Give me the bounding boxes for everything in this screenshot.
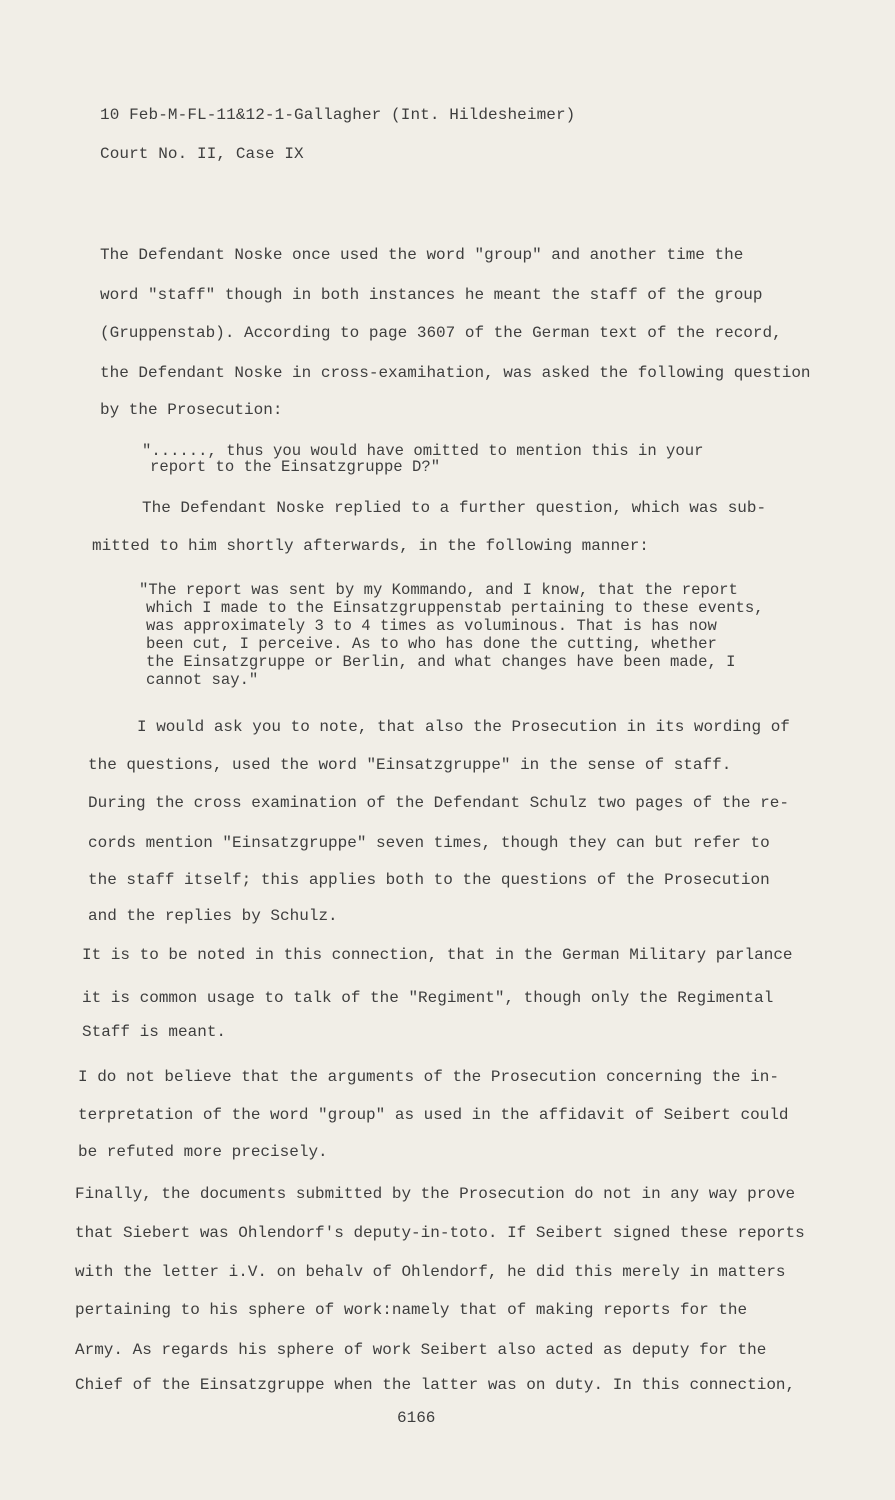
header-reference: 10 Feb-M-FL-11&12-1-Gallagher (Int. Hildesheimer) <box>100 106 576 124</box>
text-line: The Defendant Noske replied to a further question, which was sub- <box>142 499 767 517</box>
text-line: it is common usage to talk of the "Regiment", though only the Regimental <box>82 989 774 1007</box>
text-line: that Siebert was Ohlendorf's deputy-in-toto. If Seibert signed these reports <box>75 1224 805 1242</box>
text-line: the staff itself; this applies both to the questions of the Prosecution <box>88 871 770 889</box>
text-line: Army. As regards his sphere of work Seibert also acted as deputy for the <box>75 1341 767 1359</box>
text-line: and the replies by Schulz. <box>88 907 338 925</box>
text-line: (Gruppenstab). According to page 3607 of the German text of the record, <box>100 324 782 342</box>
quote-line: was approximately 3 to 4 times as voluminous. That is has now <box>146 617 717 635</box>
text-line: Staff is meant. <box>82 1023 227 1041</box>
text-line: pertaining to his sphere of work:namely that of making reports for the <box>75 1301 748 1319</box>
header-court: Court No. II, Case IX <box>100 145 304 163</box>
text-line: with the letter i.V. on behalv of Ohlendorf, he did this merely in matters <box>75 1263 786 1281</box>
quote-line: the Einsatzgruppe or Berlin, and what changes have been made, I <box>146 653 736 671</box>
quote-line: report to the Einsatzgruppe D?" <box>150 458 441 476</box>
quote-line: been cut, I perceive. As to who has done the cutting, whether <box>146 635 717 653</box>
text-line: the questions, used the word "Einsatzgruppe" in the sense of staff. <box>88 756 732 774</box>
text-line: word "staff" though in both instances he meant the staff of the group <box>100 286 763 304</box>
quote-line: which I made to the Einsatzgruppenstab pertaining to these events, <box>146 599 764 617</box>
text-line: It is to be noted in this connection, that in the German Military parlance <box>82 946 793 964</box>
text-line: During the cross examination of the Defendant Schulz two pages of the re- <box>88 794 789 812</box>
text-line: be refuted more precisely. <box>78 1143 328 1161</box>
text-line: the Defendant Noske in cross-examihation, was asked the following question <box>100 364 811 382</box>
text-line: terpretation of the word "group" as used in the affidavit of Seibert could <box>78 1106 789 1124</box>
quote-line: "......, thus you would have omitted to mention this in your <box>142 442 704 460</box>
text-line: I do not believe that the arguments of the Prosecution concerning the in- <box>78 1068 779 1086</box>
text-line: The Defendant Noske once used the word "group" and another time the <box>100 246 744 264</box>
text-line: cords mention "Einsatzgruppe" seven times, though they can but refer to <box>88 834 770 852</box>
quote-line: "The report was sent by my Kommando, and I know, that the report <box>139 581 738 599</box>
page-number: 6166 <box>397 1409 436 1427</box>
text-line: I would ask you to note, that also the Prosecution in its wording of <box>137 718 790 736</box>
text-line: Finally, the documents submitted by the Prosecution do not in any way prove <box>75 1185 796 1203</box>
text-line: Chief of the Einsatzgruppe when the latter was on duty. In this connection, <box>75 1376 796 1394</box>
quote-line: cannot say." <box>146 671 259 689</box>
text-line: mitted to him shortly afterwards, in the following manner: <box>92 537 649 555</box>
text-line: by the Prosecution: <box>100 401 283 419</box>
